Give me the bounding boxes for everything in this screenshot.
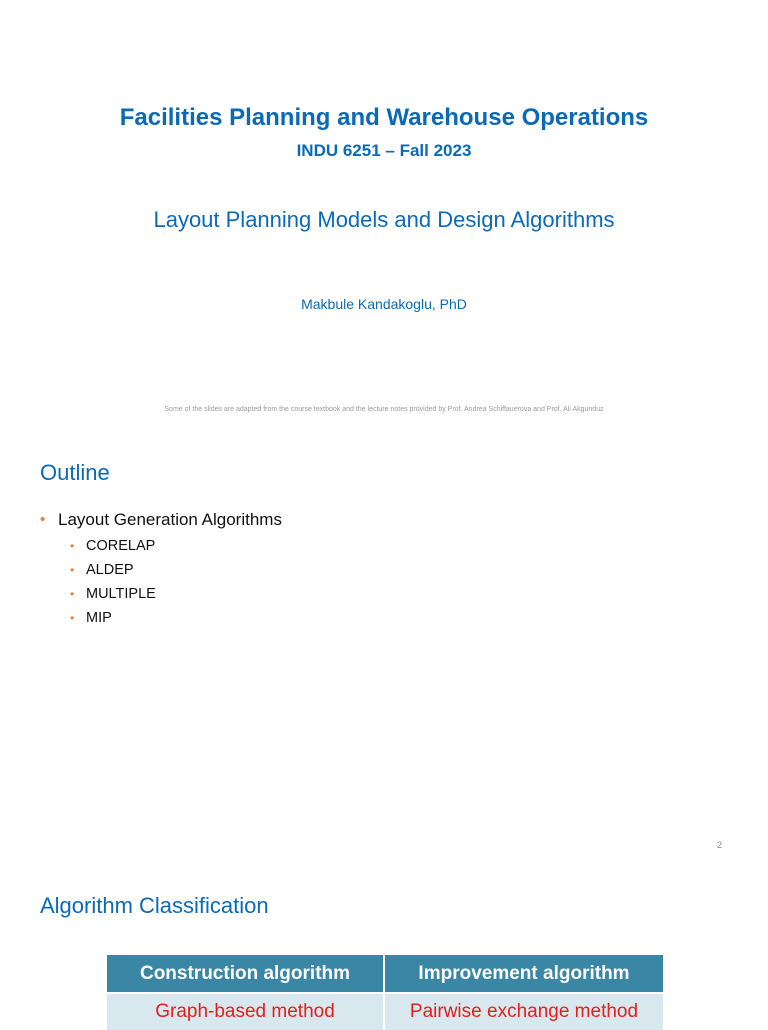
course-code: INDU 6251 – Fall 2023 xyxy=(296,141,472,160)
slide-title: Algorithm Classification xyxy=(40,893,269,918)
sub-bullet-list xyxy=(40,534,282,630)
sub-bullet: • MULTIPLE xyxy=(70,582,282,606)
author-name: Makbule Kandakoglu, PhD xyxy=(301,296,467,312)
outline-list xyxy=(40,508,282,630)
classification-table xyxy=(107,955,663,1030)
table-header: Improvement algorithm xyxy=(384,955,663,993)
outline-bullet xyxy=(40,508,282,532)
credit-note: Some of the slides are adapted from the course textbook and the lecture notes provided by Prof. Andrea Schiffauerova and Prof. Ali Akgunduz xyxy=(164,406,604,413)
bullet-text: Layout Generation Algorithms xyxy=(58,510,282,529)
sub-bullet: • ALDEP xyxy=(70,558,282,582)
table-row xyxy=(107,993,663,1030)
slide-title: Outline xyxy=(40,460,110,485)
course-title: Facilities Planning and Warehouse Operations xyxy=(119,104,649,131)
lecture-topic: Layout Planning Models and Design Algorithms xyxy=(153,207,615,232)
page-number: 2 xyxy=(717,840,723,850)
sub-bullet: • MIP xyxy=(70,606,282,630)
table-cell: Graph-based method xyxy=(107,993,384,1030)
table-cell: Pairwise exchange method xyxy=(384,993,663,1030)
table-header-row xyxy=(107,955,663,993)
title-slide xyxy=(0,0,768,430)
outline-slide xyxy=(0,430,768,860)
classification-slide xyxy=(0,860,768,1024)
table-header: Construction algorithm xyxy=(107,955,384,993)
sub-bullet: • CORELAP xyxy=(70,534,282,558)
